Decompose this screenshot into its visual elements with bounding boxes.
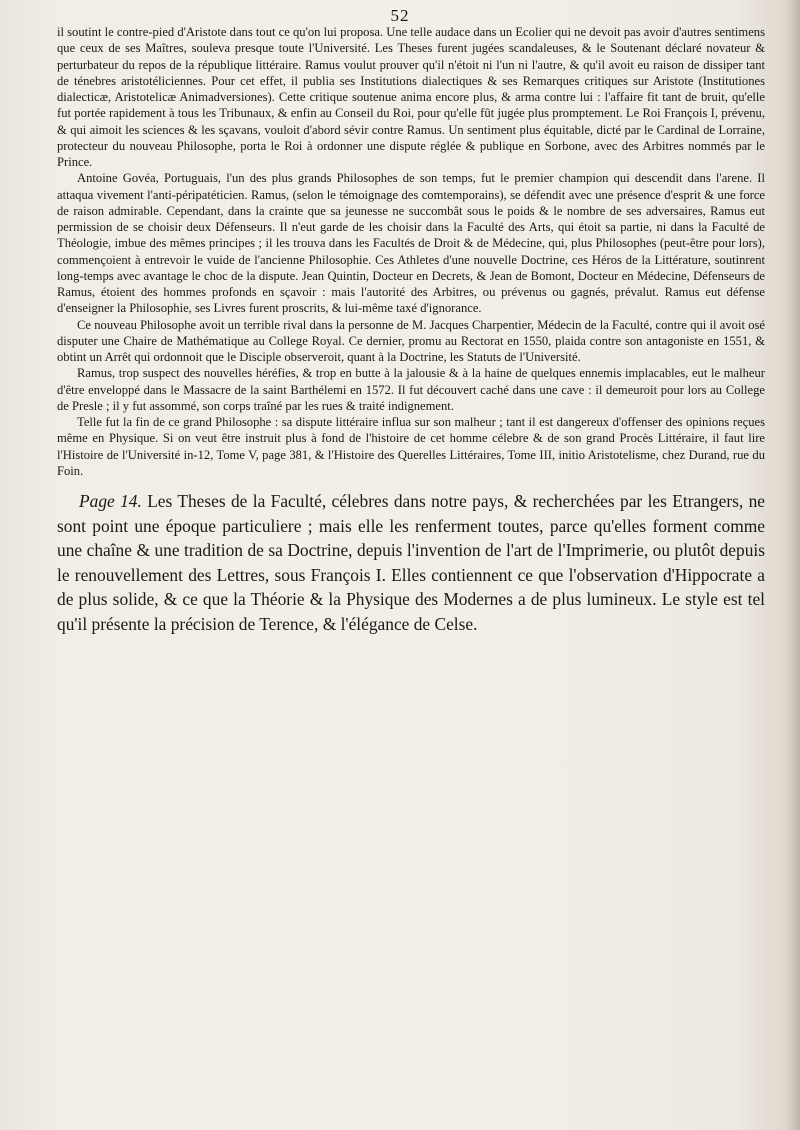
page-number: 52 [390, 6, 410, 25]
paragraph-1: il soutint le contre-pied d'Aristote dans tout ce qu'on lui proposa. Une telle audace dans un Ecolier qui ne devoit pas avoir d'autres sentimens que ceux de ses Maîtres, souleva presque toute l'Université. Les Theses furent jugées scandaleuses, & le Soutenant déclaré novateur & perturbateur du repos de la république littéraire. Ramus voulut prouver qu'il n'étoit ni l'un ni l'autre, & qu'il avoit eu raison de dissiper tant de ténebres aristotéliciennes. Pour cet effet, il publia ses Institutions dialectiques & ses Remarques critiques sur Aristote (Institutiones dialecticæ, Aristotelicæ Animadversiones). Cette critique soutenue anima encore plus, & arma contre lui : l'affaire fit tant de bruit, qu'elle fut portée rapidement à tous les Tribunaux, & enfin au Conseil du Roi, pour qu'elle fût jugée plus promptement. Le Roi François I, prévenu, & qui aimoit les sciences & les sçavans, vouloit d'abord sévir contre Ramus. Un sentiment plus équitable, dicté par le Cardinal de Lorraine, protecteur du nouveau Philosophe, porta le Roi à ordonner une dispute réglée & publique en Sorbone, avec des Arbitres nommés par le Prince. [57, 25, 765, 169]
paragraph-4: Ramus, trop suspect des nouvelles héréfies, & trop en butte à la jalousie & à la haine de quelques ennemis implacables, eut le malheur d'être enveloppé dans le Massacre de la saint Barthélemi en 1572. Il fut découvert caché dans une cave : il demeuroit pour lors au College de Presle ; il y fut assommé, son corps traîné par les rues & traité indignement. [57, 366, 765, 413]
paragraph-page-14 [57, 489, 765, 637]
page-14-text: Les Theses de la Faculté, célebres dans notre pays, & recherchées par les Etrangers, ne sont point une époque particuliere ; mais elle les renferment toutes, parce qu'elles forment comme une chaîne & une tradition de sa Doctrine, depuis l'invention de l'art de l'Imprimerie, ou plutôt depuis le renouvellement des Lettres, sous François I. Elles contiennent ce que l'observation d'Hippocrate a de plus solide, & ce que la Théorie & la Physique des Modernes a de plus lumineux. Le style est tel qu'il présente la précision de Terence, & l'élégance de Celse. [57, 491, 765, 634]
paragraph-2: Antoine Govéa, Portuguais, l'un des plus grands Philosophes de son temps, fut le premier champion qui descendit dans l'arene. Il attaqua vivement l'anti-péripatéticien. Ramus, (selon le témoignage des comtemporains), se défendit avec une présence d'esprit & une force de raison admirable. Cependant, dans la crainte que sa jeunesse ne succombât sous le poids & le nombre de ses adversaires, Ramus eut permission de se choisir deux Défenseurs. Il n'eut garde de les choisir dans la Faculté des Arts, qui étoit sa partie, ni dans la Faculté de Théologie, imbue des mêmes principes ; il les trouva dans les Facultés de Droit & de Médecine, qui, plus Philosophes (peut-être pour lors), commençoient à entrevoir le vuide de l'ancienne Philosophie. Ces Athletes d'une nouvelle Doctrine, ces Héros de la Littérature, soutinrent long-temps avec avantage le choc de la dispute. Jean Quintin, Docteur en Decrets, & Jean de Bomont, Docteur en Médecine, Défenseurs de Ramus, étoient des hommes profonds en sçavoir : mais l'autorité des Arbitres, ou prévenus ou gagnés, prévalut. Ramus eut défense d'enseigner la Philosophie, ses Livres furent proscrits, & lui-même taxé d'ignorance. [57, 171, 765, 316]
paragraph-5: Telle fut la fin de ce grand Philosophe : sa dispute littéraire influa sur son malheur ; tant il est dangereux d'offenser des opinions reçues même en Physique. Si on veut être instruit plus à fond de l'histoire de cet homme célebre & de son grand Procès Littéraire, il faut lire l'Histoire de l'Université in-12, Tome V, page 381, & l'Histoire des Querelles Littéraires, Tome III, initio Aristotelisme, chez Durand, rue du Foin. [57, 415, 765, 478]
large-text-section [57, 489, 765, 637]
page-text [57, 24, 765, 637]
page-edge-shadow [786, 0, 800, 1130]
small-text-section [57, 24, 765, 479]
page-reference: Page 14. [79, 491, 142, 511]
paragraph-3: Ce nouveau Philosophe avoit un terrible rival dans la personne de M. Jacques Charpentier, Médecin de la Faculté, contre qui il avoit osé disputer une Chaire de Mathématique au College Royal. Ce dernier, promu au Rectorat en 1550, plaida contre son antagoniste en 1551, & obtint un Arrêt qui ordonnoit que le Disciple observeroit, quant à la Doctrine, les Statuts de l'Université. [57, 317, 765, 364]
